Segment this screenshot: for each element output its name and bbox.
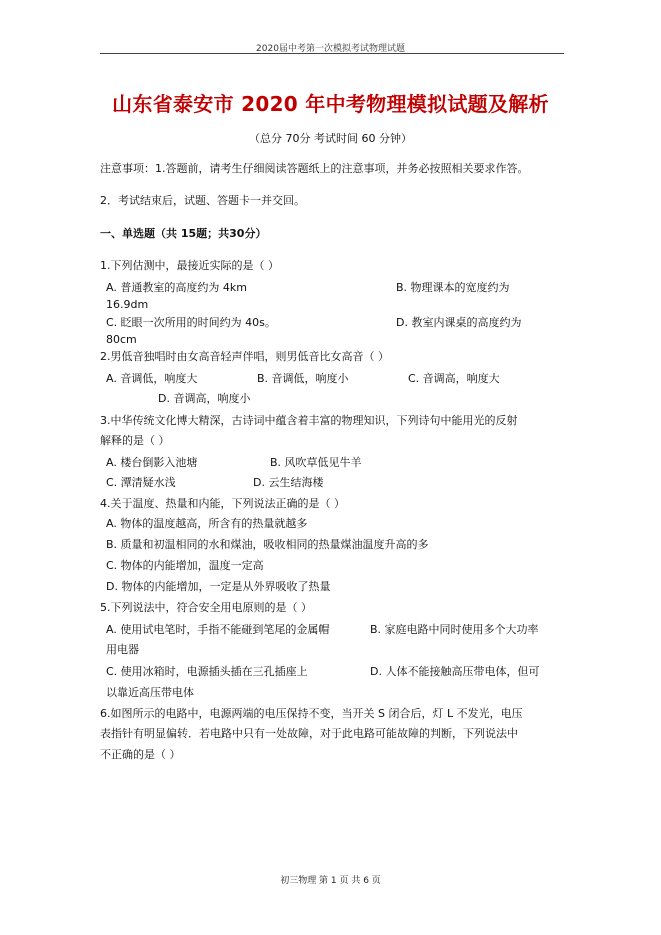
question-5-option-a: A. 使用试电笔时，手指不能碰到笔尾的金属帽 bbox=[106, 623, 330, 636]
question-5-stem: 5.下列说法中，符合安全用电原则的是（ ） bbox=[100, 601, 312, 614]
section-heading: 一、单选题（共 15题；共30分） bbox=[100, 227, 267, 240]
exam-info: （总分 70分 考试时间 60 分钟） bbox=[249, 132, 412, 145]
question-6-line-1: 6.如图所示的电路中，电源两端的电压保持不变，当开关 S 闭合后，灯 L 不发光，电压 bbox=[100, 707, 523, 720]
question-1-option-b-cont: 16.9dm bbox=[106, 298, 149, 311]
question-6-line-3: 不正确的是（ ） bbox=[100, 748, 181, 761]
question-5-option-d: D. 人体不能接触高压带电体，但可 bbox=[370, 665, 540, 678]
question-4-option-b: B. 质量和初温相同的水和煤油，吸收相同的热量煤油温度升高的多 bbox=[106, 538, 429, 551]
question-3-stem: 3.中华传统文化博大精深，古诗词中蕴含着丰富的物理知识，下列诗句中能用光的反射 bbox=[100, 414, 518, 427]
document-title: 山东省泰安市 2020 年中考物理模拟试题及解析 bbox=[112, 92, 549, 116]
question-1-option-a: A. 普通教室的高度约为 4km bbox=[106, 281, 247, 294]
note-2: 2．考试结束后，试题、答题卡一并交回。 bbox=[100, 194, 305, 207]
question-3-option-c: C. 潭清疑水浅 bbox=[106, 476, 176, 489]
question-6-line-2: 表指针有明显偏转．若电路中只有一处故障，对于此电路可能故障的判断，下列说法中 bbox=[100, 727, 518, 740]
question-2-option-c: C. 音调高，响度大 bbox=[408, 372, 500, 385]
question-4-stem: 4.关于温度、热量和内能，下列说法正确的是（ ） bbox=[100, 497, 345, 510]
question-2-stem: 2.男低音独唱时由女高音轻声伴唱，则男低音比女高音（ ） bbox=[100, 350, 389, 363]
question-1-option-d-cont: 80cm bbox=[106, 333, 137, 346]
question-3-option-b: B. 风吹草低见牛羊 bbox=[270, 456, 362, 469]
question-4-option-a: A. 物体的温度越高，所含有的热量就越多 bbox=[106, 517, 308, 530]
question-5-option-b: B. 家庭电路中同时使用多个大功率 bbox=[370, 623, 539, 636]
question-2-option-b: B. 音调低，响度小 bbox=[257, 372, 349, 385]
question-3-option-d: D. 云生结海楼 bbox=[253, 476, 324, 489]
question-1-option-c: C. 眨眼一次所用的时间约为 40s。 bbox=[106, 316, 276, 329]
question-1-stem: 1.下列估测中，最接近实际的是（ ） bbox=[100, 259, 279, 272]
question-5-option-c: C. 使用冰箱时，电源插头插在三孔插座上 bbox=[106, 665, 308, 678]
page-header: 2020届中考第一次模拟考试物理试题 bbox=[256, 44, 405, 54]
question-4-option-d: D. 物体的内能增加，一定是从外界吸收了热量 bbox=[106, 580, 331, 593]
header-rule bbox=[100, 53, 564, 54]
question-3-stem-cont: 解释的是（ ） bbox=[100, 434, 170, 447]
page-footer: 初三物理 第 1 页 共 6 页 bbox=[280, 876, 381, 886]
question-5-option-b-cont: 用电器 bbox=[106, 643, 139, 656]
question-5-option-d-cont: 以靠近高压带电体 bbox=[106, 686, 194, 699]
note-1: 注意事项：1.答题前，请考生仔细阅读答题纸上的注意事项，并务必按照相关要求作答。 bbox=[100, 162, 529, 175]
question-4-option-c: C. 物体的内能增加，温度一定高 bbox=[106, 559, 264, 572]
question-1-option-b: B. 物理课本的宽度约为 bbox=[396, 281, 510, 294]
question-3-option-a: A. 楼台倒影入池塘 bbox=[106, 456, 198, 469]
question-1-option-d: D. 教室内课桌的高度约为 bbox=[396, 316, 522, 329]
question-2-option-a: A. 音调低，响度大 bbox=[106, 372, 198, 385]
question-2-option-d: D. 音调高，响度小 bbox=[158, 392, 251, 405]
